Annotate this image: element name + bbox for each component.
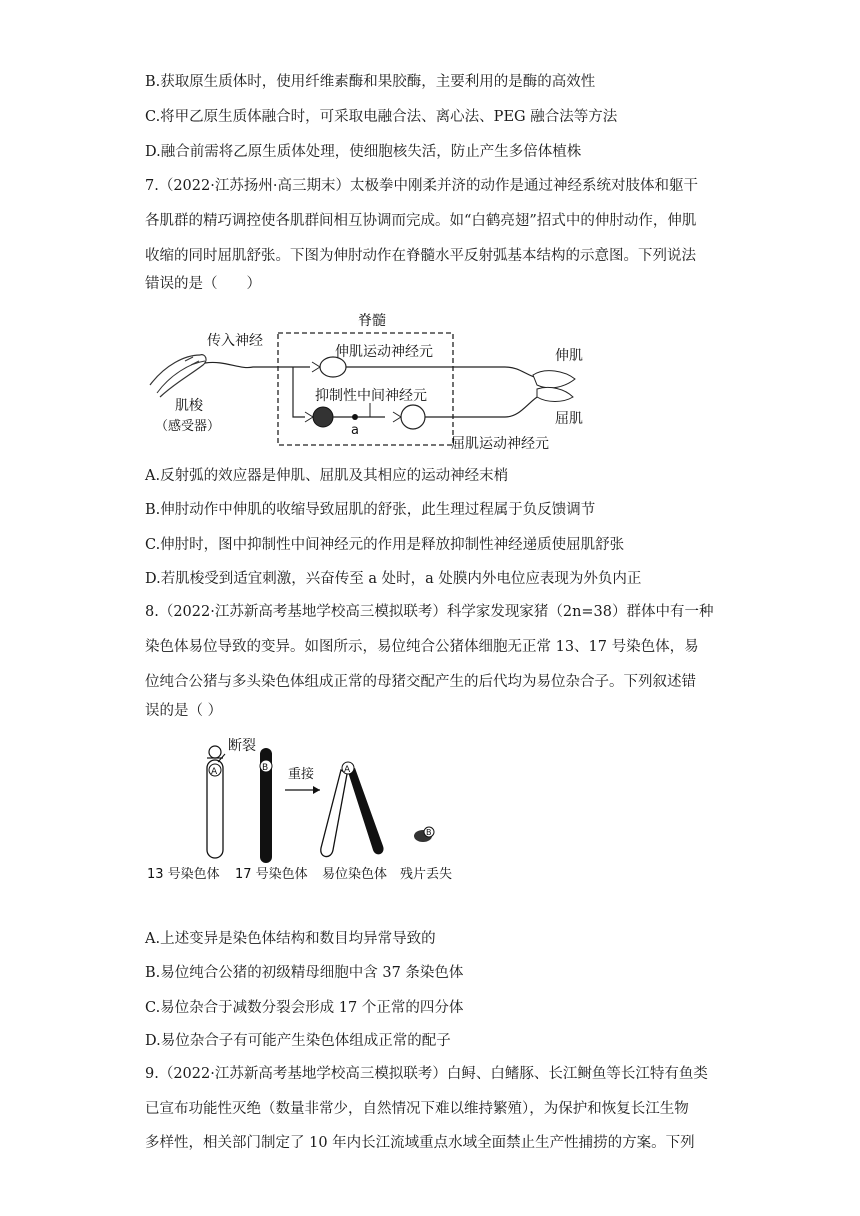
svg-text:A: A — [211, 767, 218, 777]
svg-text:B: B — [262, 763, 269, 773]
option-8d: D.易位杂合子有可能产生染色体组成正常的配子 — [145, 1033, 451, 1049]
option-7d: D.若肌梭受到适宜刺激，兴奋传至 a 处时，a 处膜内外电位应表现为外负内正 — [145, 571, 642, 587]
question-8-line-3: 位纯合公猪与多头染色体组成正常的母猪交配产生的后代均为易位杂合子。下列叙述错 — [145, 674, 696, 690]
question-7-line-2: 各肌群的精巧调控使各肌群间相互协调而完成。如“白鹤亮翅”招式中的伸肘动作，伸肌 — [145, 213, 697, 229]
break-label: 断裂 — [228, 738, 256, 754]
option-8b: B.易位纯合公猪的初级精母细胞中含 37 条染色体 — [145, 965, 464, 981]
option-7c: C.伸肘时，图中抑制性中间神经元的作用是释放抑制性神经递质使屈肌舒张 — [145, 537, 625, 553]
question-7-line-3: 收缩的同时屈肌舒张。下图为伸肘动作在脊髓水平反射弧基本结构的示意图。下列说法 — [145, 248, 696, 264]
question-9-line-3: 多样性，相关部门制定了 10 年内长江流域重点水域全面禁止生产性捕捞的方案。下列 — [145, 1135, 695, 1151]
option-6c: C.将甲乙原生质体融合时，可采取电融合法、离心法、PEG 融合法等方法 — [145, 109, 618, 125]
inhibitory-label: 抑制性中间神经元 — [315, 388, 427, 404]
option-8a: A.上述变异是染色体结构和数目均异常导致的 — [145, 931, 436, 947]
rejoin-label: 重接 — [288, 767, 315, 782]
point-a-label: a — [351, 423, 359, 438]
extensor-label: 伸肌 — [555, 348, 583, 364]
svg-text:A: A — [344, 765, 351, 775]
reflex-arc-figure — [145, 305, 590, 460]
question-9-line-2: 已宣布功能性灭绝（数量非常少，自然情况下难以维持繁殖），为保护和恢复长江生物 — [145, 1101, 689, 1117]
receptor-label: （感受器） — [155, 419, 221, 434]
question-7-line-4: 错误的是（ ） — [145, 276, 261, 292]
flexor-label: 屈肌 — [555, 411, 583, 427]
chr17-caption: 17 号染色体 — [235, 867, 308, 882]
flexor-motor-label: 屈肌运动神经元 — [451, 436, 549, 452]
option-8c: C.易位杂合于减数分裂会形成 17 个正常的四分体 — [145, 1000, 464, 1016]
question-7-line-1: 7.（2022·江苏扬州·高三期末）太极拳中刚柔并济的动作是通过神经系统对肢体和躯干 — [145, 178, 698, 194]
option-7b: B.伸肘动作中伸肌的收缩导致屈肌的舒张，此生理过程属于负反馈调节 — [145, 502, 596, 518]
afferent-label: 传入神经 — [207, 333, 263, 349]
option-6b: B.获取原生质体时，使用纤维素酶和果胶酶，主要利用的是酶的高效性 — [145, 74, 596, 90]
question-8-line-4: 误的是（ ） — [145, 703, 223, 719]
chr13-caption: 13 号染色体 — [147, 867, 220, 882]
option-6d: D.融合前需将乙原生质体处理，使细胞核失活，防止产生多倍体植株 — [145, 144, 582, 160]
svg-text:B: B — [426, 828, 432, 837]
question-8-line-2: 染色体易位导致的变异。如图所示，易位纯合公猪体细胞无正常 13、17 号染色体，易 — [145, 639, 699, 655]
chromosome-figure — [145, 738, 465, 883]
option-7a: A.反射弧的效应器是伸肌、屈肌及其相应的运动神经末梢 — [145, 468, 509, 484]
spinal-cord-label: 脊髓 — [358, 313, 386, 329]
extensor-motor-label: 伸肌运动神经元 — [335, 344, 433, 360]
question-8-line-1: 8.（2022·江苏新高考基地学校高三模拟联考）科学家发现家猪（2n=38）群体中有一种 — [145, 604, 714, 620]
question-9-line-1: 9.（2022·江苏新高考基地学校高三模拟联考）白鲟、白鳍豚、长江鲥鱼等长江特有鱼类 — [145, 1066, 708, 1082]
spindle-label: 肌梭 — [175, 398, 203, 414]
fragment-caption: 残片丢失 — [400, 867, 453, 882]
translocation-caption: 易位染色体 — [322, 867, 388, 882]
